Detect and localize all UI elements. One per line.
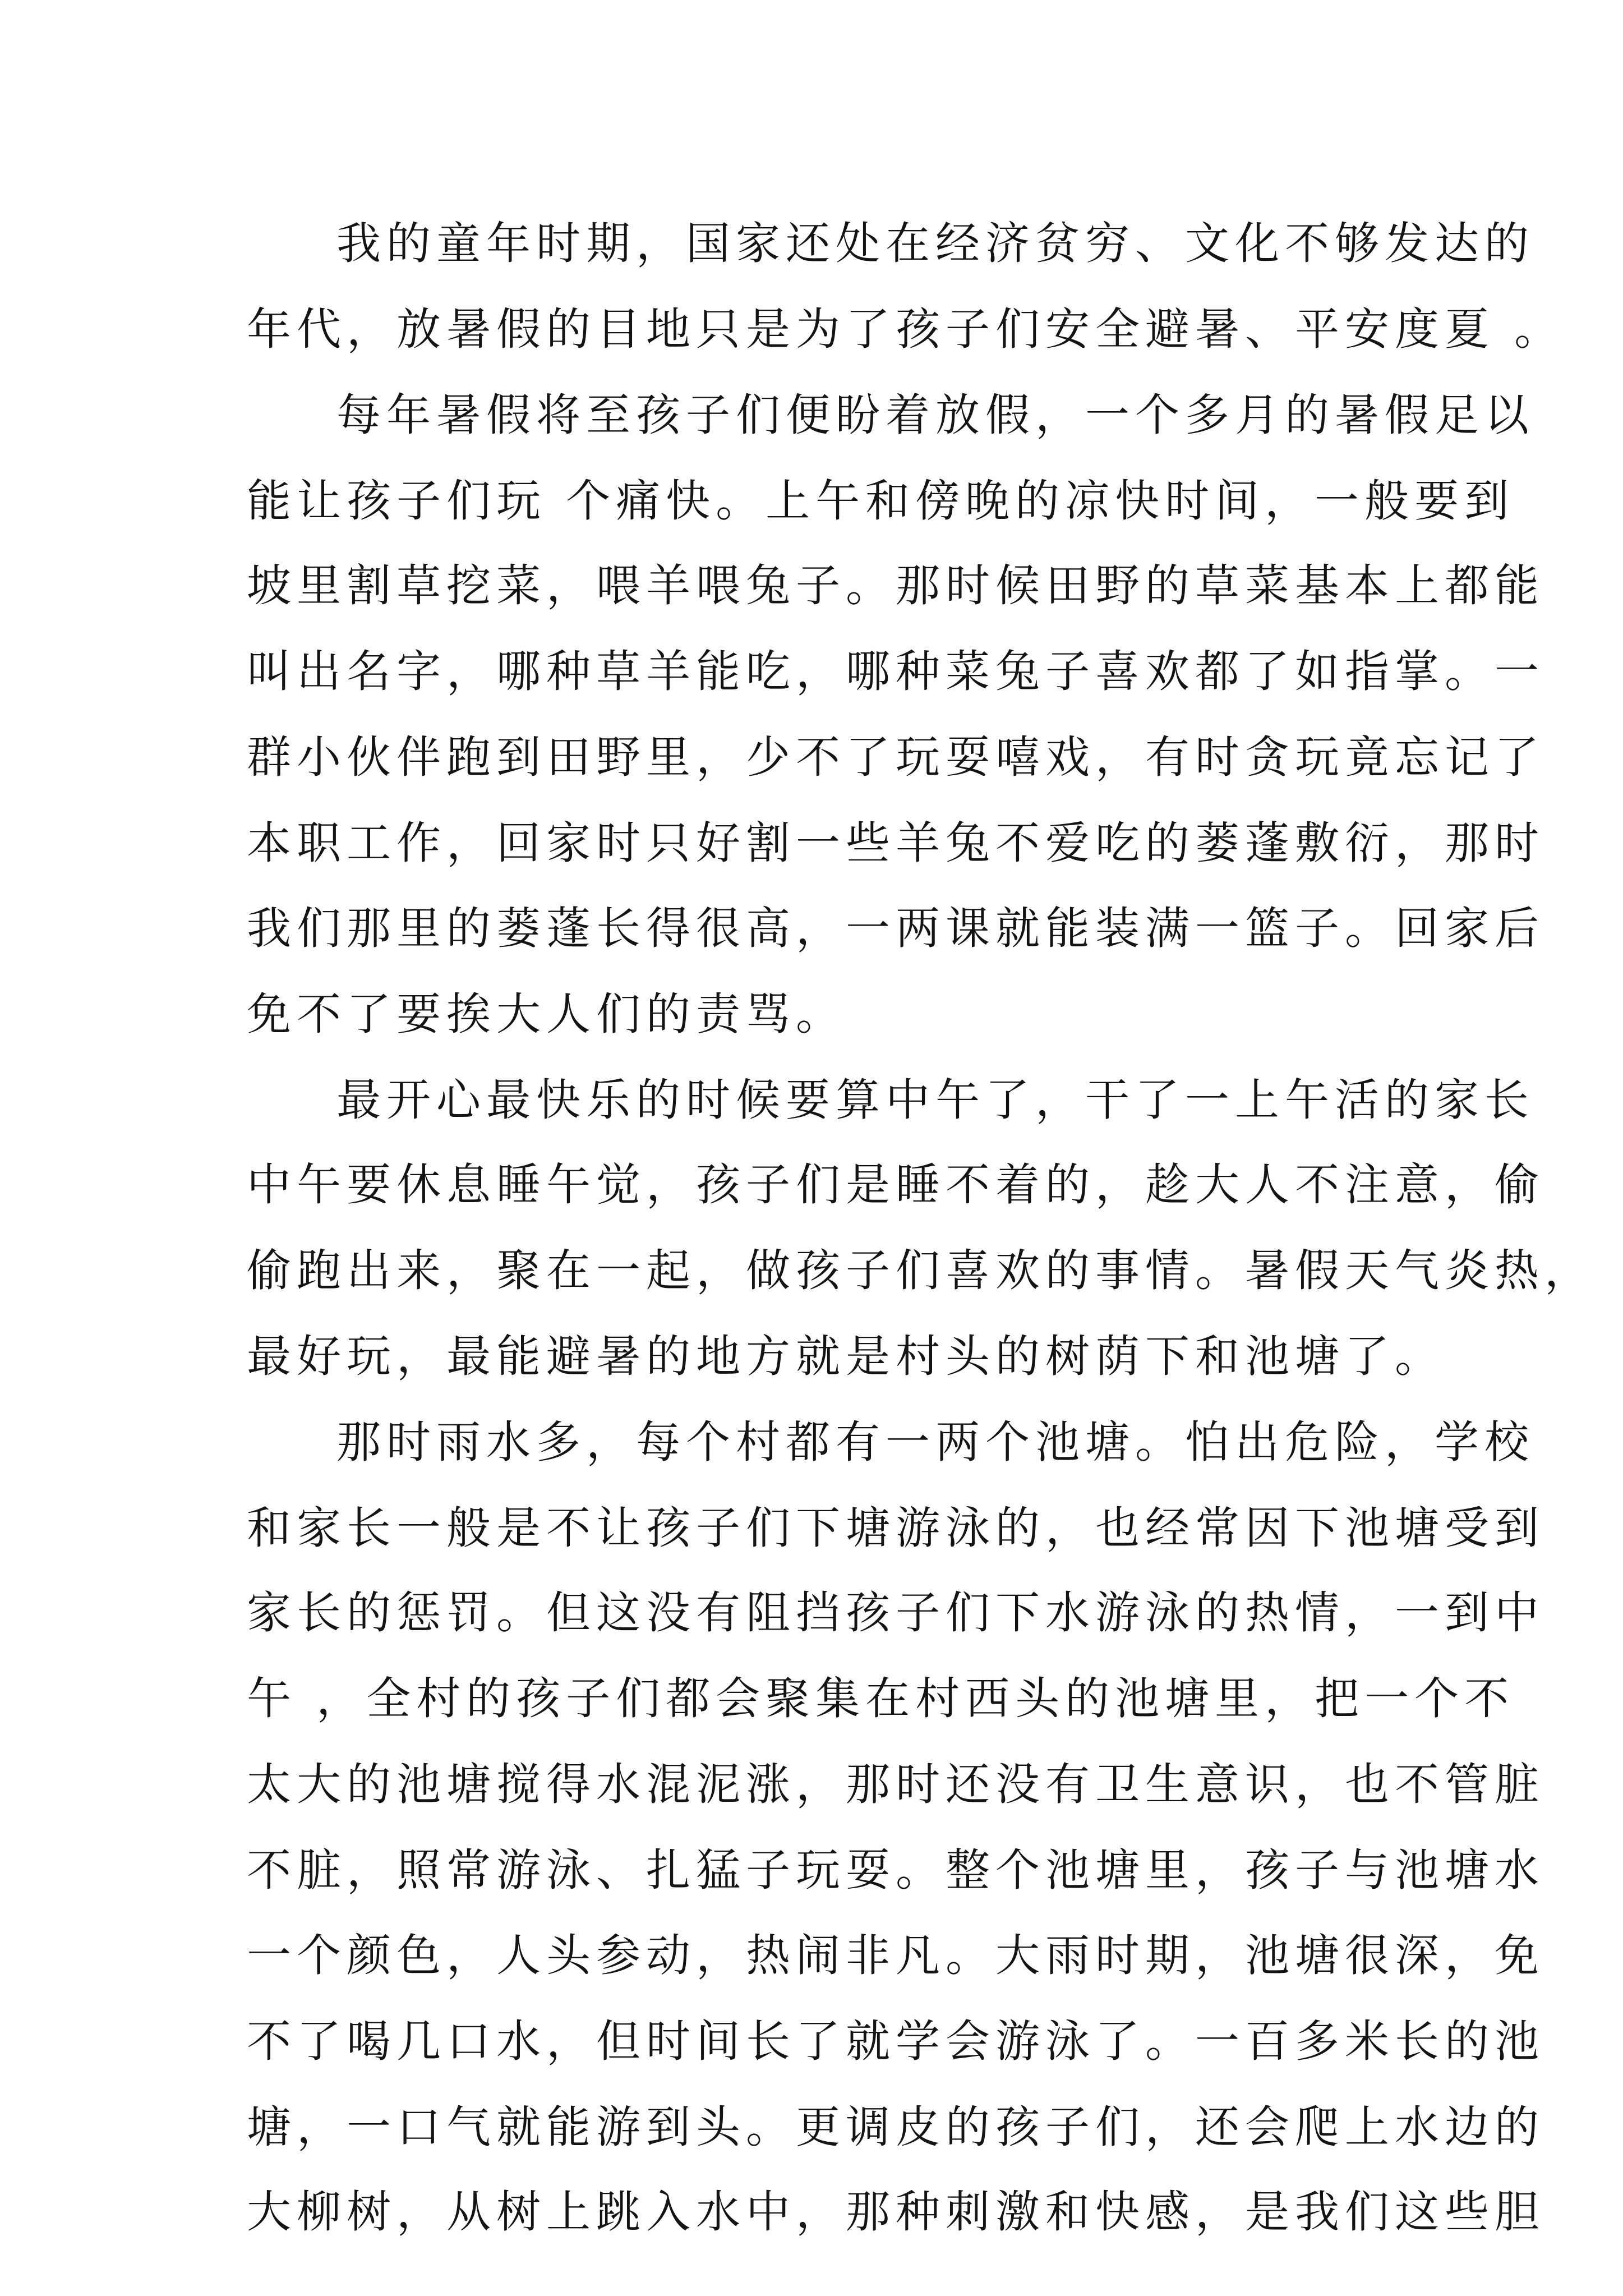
text-line-11: 最开心最快乐的时候要算中午了，干了一上午活的家长 [336,1074,1534,1126]
text-line-14: 最好玩，最能避暑的地方就是村头的树荫下和池塘了。 [247,1331,1445,1382]
text-line-23: 塘，一口气就能游到头。更调皮的孩子们，还会爬上水边的 [247,2101,1544,2153]
text-line-6: 叫出名字，哪种草羊能吃，哪种菜兔子喜欢都了如指掌。一 [247,646,1544,697]
text-line-16: 和家长一般是不让孩子们下塘游泳的，也经常因下池塘受到 [247,1502,1544,1554]
text-line-10: 免不了要挨大人们的责骂。 [247,988,846,1040]
text-line-21: 一个颜色，人头参动，热闹非凡。大雨时期，池塘很深，免 [247,1930,1544,1981]
text-line-13: 偷跑出来，聚在一起，做孩子们喜欢的事情。暑假天气炎热， [247,1245,1594,1296]
text-line-17: 家长的惩罚。但这没有阻挡孩子们下水游泳的热情，一到中 [247,1587,1544,1639]
text-line-8: 本职工作，回家时只好割一些羊兔不爱吃的蒌蓬敷衍，那时 [247,817,1544,869]
text-line-12: 中午要休息睡午觉，孩子们是睡不着的，趁大人不注意，偷 [247,1159,1544,1211]
text-line-9: 我们那里的蒌蓬长得很高，一两课就能装满一篮子。回家后 [247,903,1544,954]
text-line-7: 群小伙伴跑到田野里，少不了玩耍嘻戏，有时贪玩竟忘记了 [247,731,1544,783]
text-line-3: 每年暑假将至孩子们便盼着放假，一个多月的暑假足以 [336,389,1534,441]
text-line-2: 年代，放暑假的目地只是为了孩子们安全避暑、平安度夏 。 [247,303,1565,355]
text-line-19: 太大的池塘搅得水混泥涨，那时还没有卫生意识，也不管脏 [247,1759,1544,1810]
text-line-5: 坡里割草挖菜，喂羊喂兔子。那时候田野的草菜基本上都能 [247,560,1544,611]
text-line-24: 大柳树，从树上跳入水中，那种刺激和快感，是我们这些胆 [247,2186,1544,2238]
text-line-22: 不了喝几口水，但时间长了就学会游泳了。一百多米长的池 [247,2016,1544,2067]
text-line-1: 我的童年时期，国家还处在经济贫穷、文化不够发达的 [336,218,1534,269]
text-line-18: 午 ，全村的孩子们都会聚集在村西头的池塘里，把一个不 [247,1673,1515,1724]
text-line-20: 不脏，照常游泳、扎猛子玩耍。整个池塘里，孩子与池塘水 [247,1844,1544,1896]
text-line-4: 能让孩子们玩 个痛快。上午和傍晚的凉快时间，一般要到 [247,475,1515,527]
text-line-15: 那时雨水多，每个村都有一两个池塘。怕出危险，学校 [336,1416,1534,1468]
